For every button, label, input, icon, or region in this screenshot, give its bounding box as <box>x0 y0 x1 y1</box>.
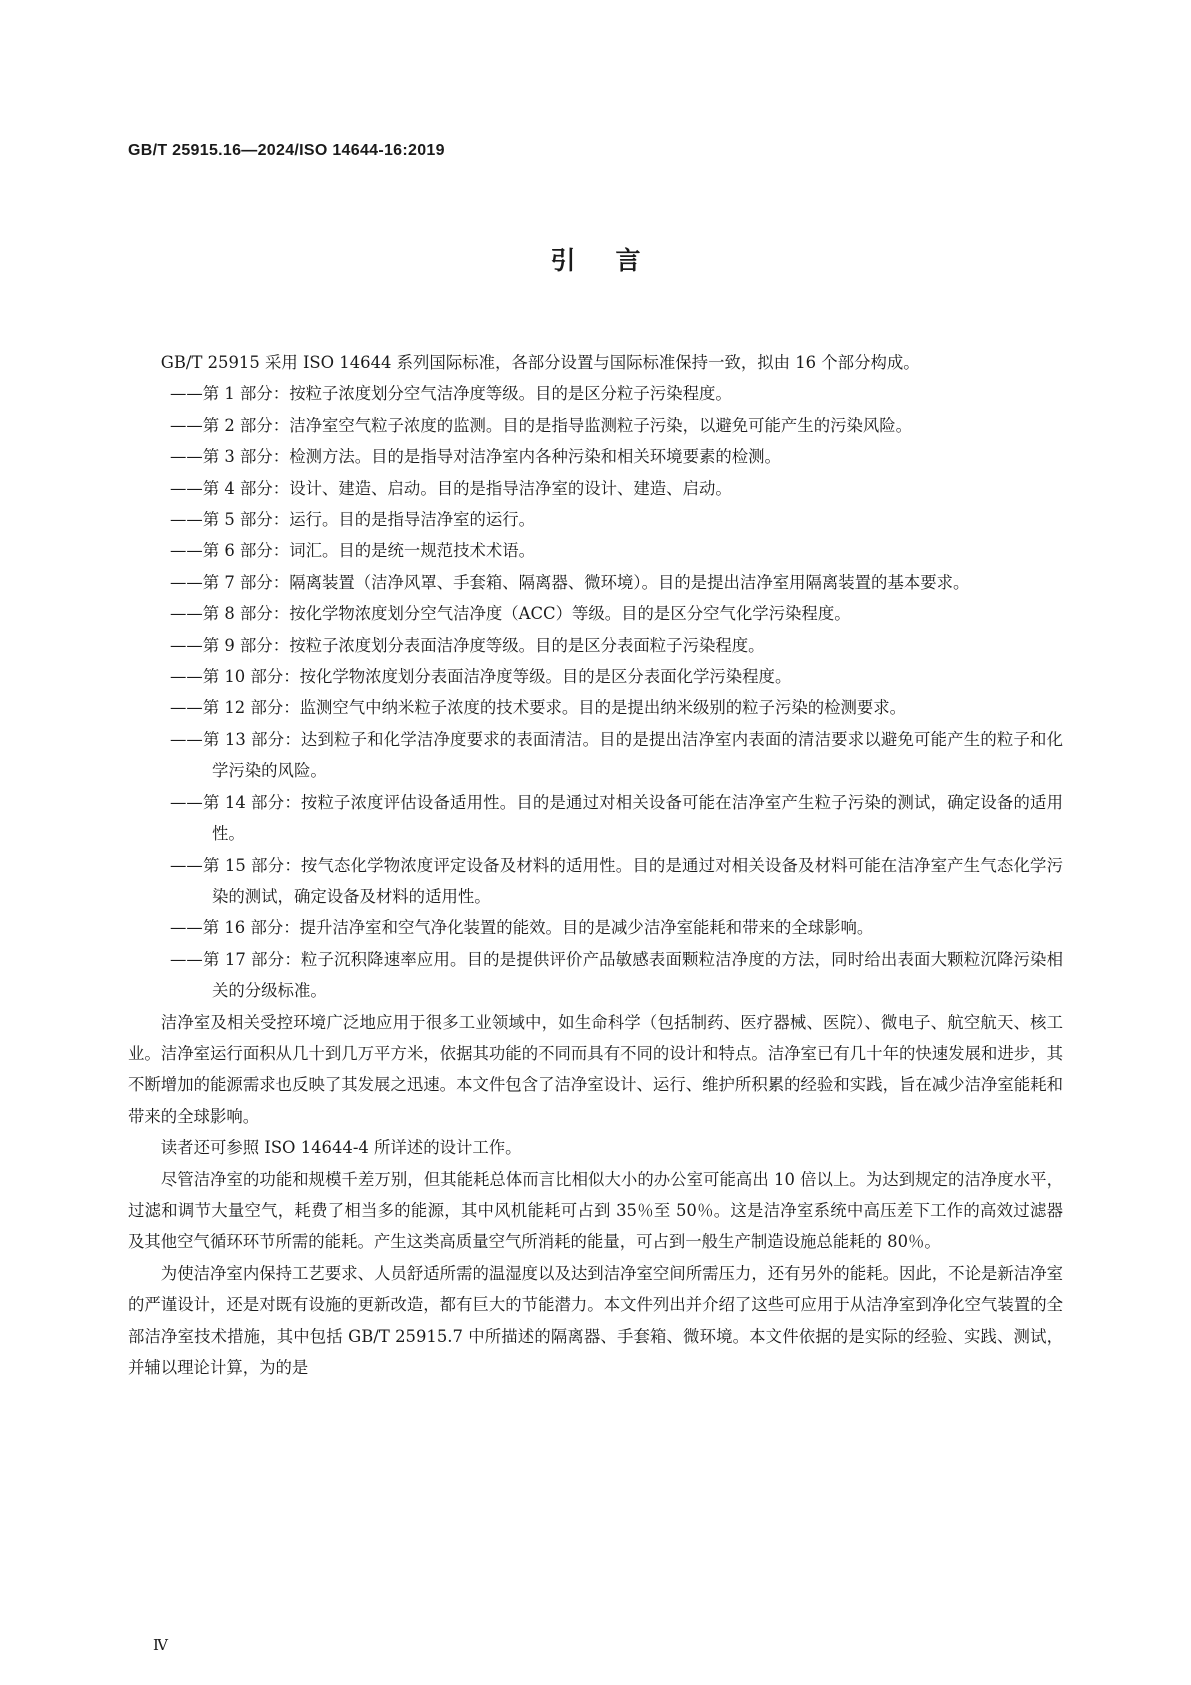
list-item-part-9: ——第 9 部分：按粒子浓度划分表面洁净度等级。目的是区分表面粒子污染程度。 <box>170 635 765 655</box>
list-item-part-6: ——第 6 部分：词汇。目的是统一规范技术术语。 <box>170 541 536 561</box>
page-number: Ⅳ <box>153 1636 168 1654</box>
list-item-part-7: ——第 7 部分：隔离装置（洁净风罩、手套箱、隔离器、微环境）。目的是提出洁净室用隔离装置的基本要求。 <box>170 572 970 592</box>
paragraph-applications: 洁净室及相关受控环境广泛地应用于很多工业领域中，如生命科学（包括制药、医疗器械、医院）、微电子、航空航天、核工业。洁净室运行面积从几十到几万平方米，依据其功能的不同而具有不同的设计和特点。洁净室已有几十年的快速发展和进步，其不断增加的能源需求也反映了其发展之迅速。本文件包含了洁净室设计、运行、维护所积累的经验和实践，旨在减少洁净室能耗和带来的全球影响。 <box>128 1012 1063 1126</box>
document-body <box>128 347 1063 1383</box>
list-item-part-8: ——第 8 部分：按化学物浓度划分空气洁净度（ACC）等级。目的是区分空气化学污染程度。 <box>170 604 851 624</box>
list-item-part-17: ——第 17 部分：粒子沉积降速率应用。目的是提供评价产品敏感表面颗粒洁净度的方法，同时给出表面大颗粒沉降污染相关的分级标准。 <box>170 949 1063 1001</box>
paragraph-reference: 读者还可参照 ISO 14644-4 所详述的设计工作。 <box>160 1138 522 1158</box>
list-item-part-16: ——第 16 部分：提升洁净室和空气净化装置的能效。目的是减少洁净室能耗和带来的全球影响。 <box>170 918 874 938</box>
list-item-part-12: ——第 12 部分：监测空气中纳米粒子浓度的技术要求。目的是提出纳米级别的粒子污染的检测要求。 <box>170 698 907 718</box>
list-item-part-4: ——第 4 部分：设计、建造、启动。目的是指导洁净室的设计、建造、启动。 <box>170 478 732 498</box>
list-item-part-2: ——第 2 部分：洁净室空气粒子浓度的监测。目的是指导监测粒子污染，以避免可能产生的污染风险。 <box>170 415 913 435</box>
list-item-part-5: ——第 5 部分：运行。目的是指导洁净室的运行。 <box>170 510 536 530</box>
list-item-part-14: ——第 14 部分：按粒子浓度评估设备适用性。目的是通过对相关设备可能在洁净室产生粒子污染的测试，确定设备的适用性。 <box>170 792 1063 844</box>
page-title: 引言 <box>550 246 681 275</box>
list-item-part-13: ——第 13 部分：达到粒子和化学洁净度要求的表面清洁。目的是提出洁净室内表面的清洁要求以避免可能产生的粒子和化学污染的风险。 <box>170 729 1063 781</box>
standard-code-header: GB/T 25915.16—2024/ISO 14644-16:2019 <box>128 142 445 159</box>
list-item-part-3: ——第 3 部分：检测方法。目的是指导对洁净室内各种污染和相关环境要素的检测。 <box>170 447 781 467</box>
list-item-part-1: ——第 1 部分：按粒子浓度划分空气洁净度等级。目的是区分粒子污染程度。 <box>170 384 732 404</box>
intro-opening-paragraph: GB/T 25915 采用 ISO 14644 系列国际标准，各部分设置与国际标准保持一致，拟由 16 个部分构成。 <box>160 353 920 372</box>
list-item-part-15: ——第 15 部分：按气态化学物浓度评定设备及材料的适用性。目的是通过对相关设备及材料可能在洁净室产生气态化学污染的测试，确定设备及材料的适用性。 <box>170 855 1063 906</box>
paragraph-energy-consumption: 尽管洁净室的功能和规模千差万别，但其能耗总体而言比相似大小的办公室可能高出 10 倍以上。为达到规定的洁净度水平，过滤和调节大量空气，耗费了相当多的能源，其中风机能耗可占到 35％至 50％。这是洁净室系统中高压差下工作的高效过滤器及其他空气循环环节所需的能耗。产生这类高质量空气所消耗的能量，可占到一般生产制造设施总能耗的 80％。 <box>128 1169 1063 1252</box>
list-item-part-10: ——第 10 部分：按化学物浓度划分表面洁净度等级。目的是区分表面化学污染程度。 <box>170 667 792 687</box>
paragraph-energy-saving: 为使洁净室内保持工艺要求、人员舒适所需的温湿度以及达到洁净室空间所需压力，还有另外的能耗。因此，不论是新洁净室的严谨设计，还是对既有设施的更新改造，都有巨大的节能潜力。本文件列出并介绍了这些可应用于从洁净室到净化空气装置的全部洁净室技术措施，其中包括 GB/T 25915.7 中所描述的隔离器、手套箱、微环境。本文件依据的是实际的经验、实践、测试，并辅以理论计算，为的是 <box>128 1263 1063 1377</box>
